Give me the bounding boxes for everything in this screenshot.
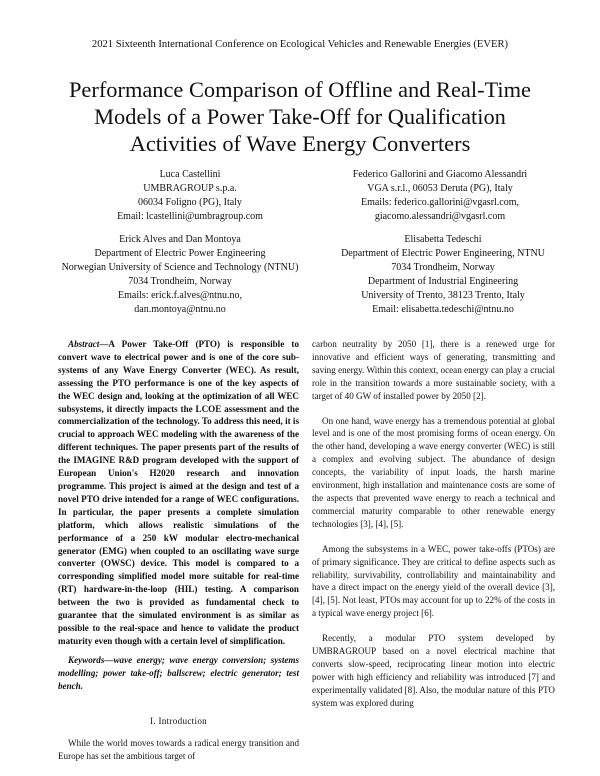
- conference-header: 2021 Sixteenth International Conference on Ecological Vehicles and Renewable Energies (EVER): [91, 39, 509, 50]
- author-email: Emails: erick.f.alves@ntnu.no,: [118, 290, 242, 301]
- author-block-gallorini-alessandri: [320, 168, 560, 224]
- body-paragraph: On one hand, wave energy has a tremendous potential at global level and is one of the most promising forms of ocean energy. On the other hand, developing a wave energy converter (WEC) is still a complex and evolving subject. The abundance of design concepts, the variability of input loads, the harsh marine environment, high installation and maintenance costs are some of the aspects that prevented wave energy to reach a technical and commercial maturity comparable to other renewable energy technologies [3], [4], [5].: [312, 415, 555, 529]
- abstract: [58, 338, 299, 648]
- author-name: Elisabetta Tedeschi: [404, 234, 482, 245]
- author-email: dan.montoya@ntnu.no: [134, 304, 226, 315]
- author-name: Federico Gallorini and Giacomo Alessandri: [352, 169, 528, 180]
- author-affiliation: Norwegian University of Science and Technology (NTNU): [61, 262, 299, 273]
- author-block-castellini: [100, 168, 280, 224]
- body-paragraph: Among the subsystems in a WEC, power take-offs (PTOs) are of primary significance. They are critical to define aspects such as reliability, survivability, controllability and maintainability and have a direct impact on the energy yield of the overall device [3], [4], [5]. Not least, PTOs may account for up to 22% of the costs in a typical wave energy project [6].: [312, 543, 555, 619]
- author-address: 7034 Trondheim, Norway: [391, 262, 495, 273]
- author-name: Erick Alves and Dan Montoya: [119, 234, 241, 245]
- author-affiliation: Department of Electric Power Engineering: [94, 248, 266, 259]
- author-affiliation: UMBRAGROUP s.p.a.: [143, 183, 237, 194]
- paper-title: [30, 76, 570, 157]
- author-email: Email: elisabetta.tedeschi@ntnu.no: [372, 304, 514, 315]
- author-address: 7034 Trondheim, Norway: [128, 276, 232, 287]
- abstract-label: Abstract: [68, 339, 100, 349]
- left-column: [58, 338, 299, 763]
- abstract-text: —A Power Take-Off (PTO) is responsible to convert wave to electrical power and is one of the core sub-systems of any Wave Energy Converter (WEC). As result, assessing the PTO performance is one of the key aspects of the WEC design and, looking at the optimization of all WEC subsystems, it directly impacts the LCOE assessment and the commercialization of the technology. To address this need, it is crucial to approach WEC modeling with the awareness of the different techniques. The paper presents part of the results of the IMAGINE R&D program developed with the support of European Union's H2020 research and innovation programme. This project is aimed at the design and test of a novel PTO drive intended for a range of WEC configurations. In particular, the paper presents a complete simulation platform, which allows realistic simulations of the performance of a 250 kW modular electro-mechanical generator (EMG) when coupled to an oscillating wave surge converter (OWSC) device. This model is compared to a corresponding simplified model more suitable for real-time (RT) hardware-in-the-loop (HIL) testing. A comparison between the two is provided as fundamental check to guarantee that the simulated environment is as similar as possible to the real-space and hence to validate the product maturity even though with a certain level of simplification.: [58, 339, 299, 646]
- author-block-tedeschi: [318, 233, 568, 317]
- author-affiliation: Department of Industrial Engineering: [367, 276, 519, 287]
- right-column: [312, 338, 555, 722]
- author-affiliation: VGA s.r.l., 06053 Deruta (PG), Italy: [367, 183, 513, 194]
- title-line: Models of a Power Take-Off for Qualification: [94, 104, 506, 129]
- author-name: Luca Castellini: [159, 169, 221, 180]
- author-email: Email: lcastellini@umbragroup.com: [117, 211, 263, 222]
- author-block-alves-montoya: [40, 233, 320, 317]
- title-line: Performance Comparison of Offline and Real-Time: [68, 77, 531, 102]
- author-email: Emails: federico.gallorini@vgasrl.com,: [360, 197, 520, 208]
- author-address: 06034 Foligno (PG), Italy: [138, 197, 242, 208]
- section-heading-introduction: I. Introduction: [149, 716, 208, 727]
- author-affiliation: Department of Electric Power Engineering, NTNU: [341, 248, 545, 259]
- body-paragraph: carbon neutrality by 2050 [1], there is a renewed urge for innovative and efficient ways of generating, transmitting and saving energy. Within this context, ocean energy can play a crucial role in the transition towards a more sustainable society, with a target of 40 GW of installed power by 2050 [2].: [312, 339, 555, 401]
- author-address: University of Trento, 38123 Trento, Italy: [361, 290, 525, 301]
- keywords: Keywords—wave energy; wave energy conversion; systems modelling; power take-off; ballscrew; electric generator; test bench.: [58, 654, 299, 691]
- body-paragraph: Recently, a modular PTO system developed by UMBRAGROUP based on a novel electrical machine that converts slow-speed, reciprocating linear motion into electric power with high efficiency and reliability was introduced [7] and experimentally validated [8]. Also, the modular nature of this PTO system was explored during: [312, 633, 555, 708]
- author-email: giacomo.alessandri@vgasrl.com: [374, 211, 506, 222]
- title-line: Activities of Wave Energy Converters: [129, 131, 471, 156]
- body-paragraph: While the world moves towards a radical energy transition and Europe has set the ambitious target of: [58, 738, 299, 762]
